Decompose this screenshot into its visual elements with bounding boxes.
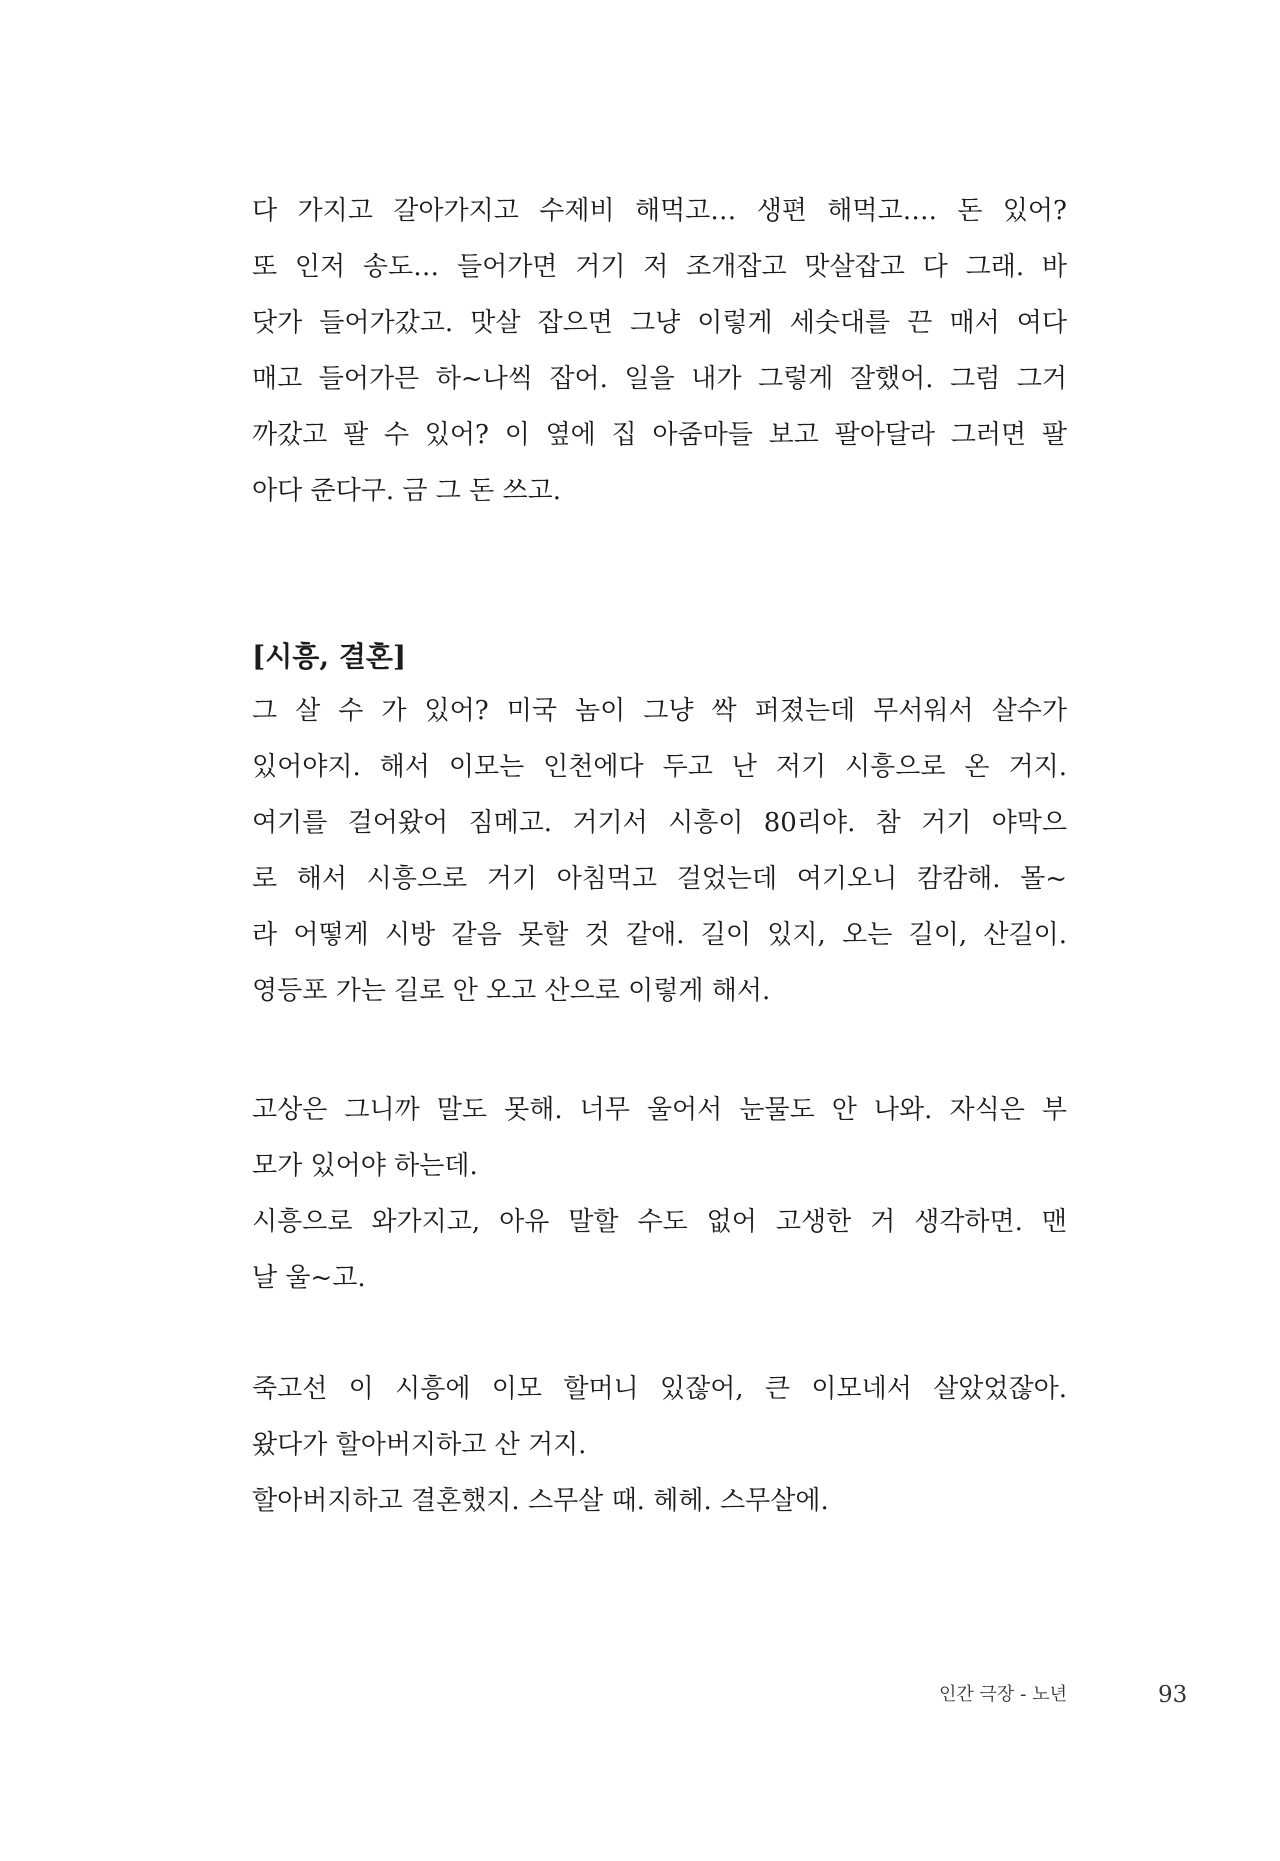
text-line: 왔다가 할아버지하고 산 거지. <box>252 1430 587 1460</box>
text-line: 닷가 들어가갔고. 맛살 잡으면 그냥 이렇게 세숫대를 끈 매서 여다 <box>252 308 1067 338</box>
text-line: 매고 들어가믄 하~나씩 잡어. 일을 내가 그렇게 잘했어. 그럼 그거 <box>252 364 1067 394</box>
text-line: 시흥으로 와가지고, 아유 말할 수도 없어 고생한 거 생각하면. 맨 <box>252 1207 1067 1237</box>
text-line: 날 울~고. <box>252 1263 366 1293</box>
text-line: 모가 있어야 하는데. <box>252 1151 478 1181</box>
text-line: 그 살 수 가 있어? 미국 놈이 그냥 싹 퍼졌는데 무서워서 살수가 <box>252 696 1067 726</box>
paragraph-2 <box>252 683 1067 1019</box>
text-line: 죽고선 이 시흥에 이모 할머니 있잖어, 큰 이모네서 살았었잖아. <box>252 1374 1067 1404</box>
page-number: 93 <box>1158 1682 1188 1708</box>
text-line: 다 가지고 갈아가지고 수제비 해먹고… 생편 해먹고…. 돈 있어? <box>252 196 1067 226</box>
text-line: 또 인저 송도… 들어가면 거기 저 조개잡고 맛살잡고 다 그래. 바 <box>252 252 1067 282</box>
text-line: 로 해서 시흥으로 거기 아침먹고 걸었는데 여기오니 캄캄해. 몰~ <box>252 864 1067 894</box>
section-heading: [시흥, 결혼] <box>252 640 407 673</box>
text-line: 고상은 그니까 말도 못해. 너무 울어서 눈물도 안 나와. 자식은 부 <box>252 1095 1067 1125</box>
text-line: 할아버지하고 결혼했지. 스무살 때. 헤헤. 스무살에. <box>252 1486 829 1516</box>
paragraph-1 <box>252 183 1067 519</box>
text-line: 라 어떻게 시방 같음 못할 것 같애. 길이 있지, 오는 길이, 산길이. <box>252 920 1067 950</box>
text-line: 있어야지. 해서 이모는 인천에다 두고 난 저기 시흥으로 온 거지. <box>252 752 1067 782</box>
text-line: 까갔고 팔 수 있어? 이 옆에 집 아줌마들 보고 팔아달라 그러면 팔 <box>252 420 1067 450</box>
running-title: 인간 극장 - 노년 <box>939 1684 1067 1705</box>
text-line: 영등포 가는 길로 안 오고 산으로 이렇게 해서. <box>252 976 771 1006</box>
text-line: 아다 준다구. 금 그 돈 쓰고. <box>252 476 562 506</box>
paragraph-3 <box>252 1082 1067 1306</box>
text-line: 여기를 걸어왔어 짐메고. 거기서 시흥이 80리야. 참 거기 야막으 <box>252 808 1067 838</box>
paragraph-4 <box>252 1361 1067 1529</box>
